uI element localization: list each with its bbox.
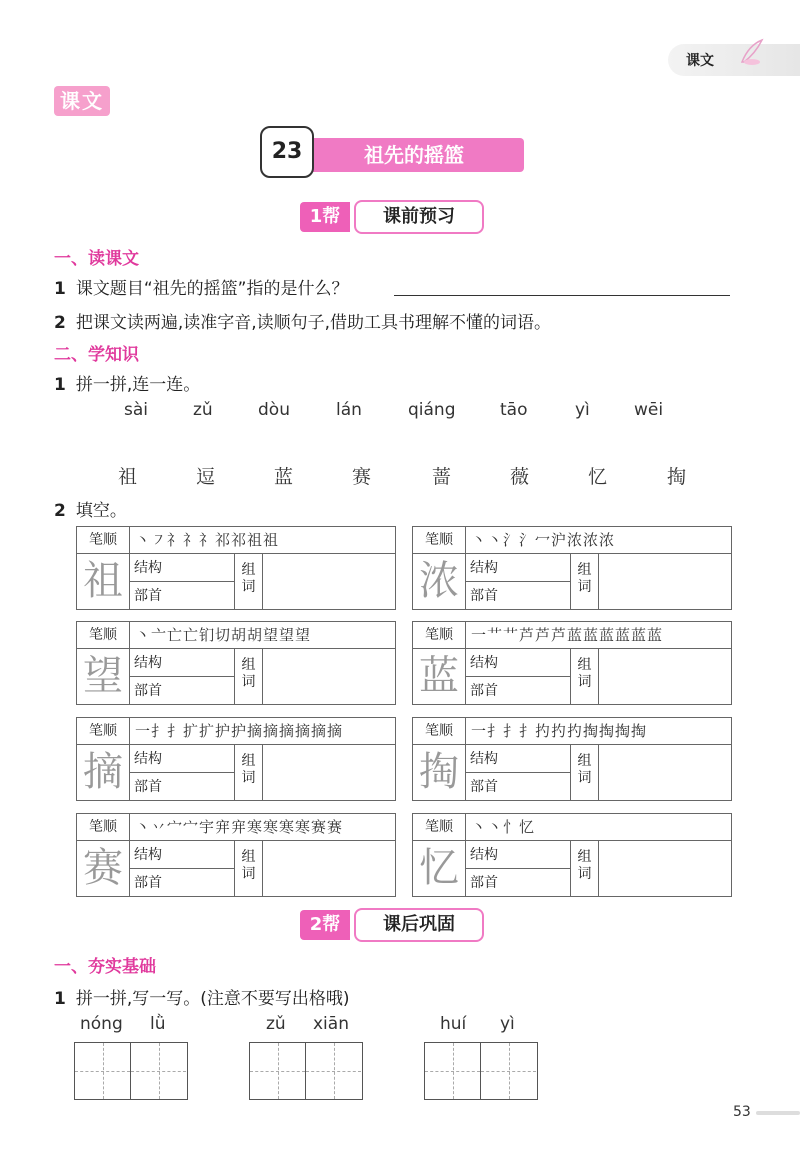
char-card bbox=[412, 813, 732, 897]
question-read-1 bbox=[54, 274, 348, 299]
hanzi-item: 逗 bbox=[196, 466, 216, 488]
word-label: 组词 bbox=[571, 649, 599, 704]
section-1-badge bbox=[300, 202, 490, 232]
stroke-order: 一扌扌扌扚扚扚掏掏掏掏 bbox=[471, 722, 648, 740]
q-text: 把课文读两遍,读准字音,读顺句子,借助工具书理解不懂的词语。 bbox=[75, 313, 552, 333]
hanzi-item: 赛 bbox=[352, 466, 372, 488]
word-label: 组词 bbox=[235, 554, 263, 609]
char-card bbox=[412, 526, 732, 610]
radical-cell[interactable] bbox=[130, 677, 234, 704]
radical-label: 部首 bbox=[470, 588, 498, 604]
radical-cell[interactable] bbox=[466, 869, 570, 896]
pinyin-item: lán bbox=[336, 400, 362, 420]
q-text: 课文题目“祖先的摇篮”指的是什么？ bbox=[75, 279, 349, 299]
stroke-order-label: 笔顺 bbox=[413, 718, 466, 744]
radical-label: 部首 bbox=[470, 875, 498, 891]
word-label: 组词 bbox=[235, 841, 263, 896]
pinyin-item: zǔ bbox=[193, 400, 213, 420]
pinyin-item: zǔ bbox=[266, 1014, 286, 1034]
pinyin-item: huí bbox=[440, 1014, 467, 1034]
writing-grid[interactable] bbox=[74, 1042, 188, 1100]
stroke-order: 一艹艹芦芦芦蓝蓝蓝蓝蓝蓝 bbox=[471, 626, 664, 644]
radical-cell[interactable] bbox=[466, 677, 570, 704]
pinyin-item: qiáng bbox=[408, 400, 456, 420]
stroke-order-label: 笔顺 bbox=[413, 622, 466, 648]
big-char: 掏 bbox=[413, 745, 466, 800]
pinyin-item: lǜ bbox=[150, 1014, 166, 1034]
word-label: 组词 bbox=[235, 745, 263, 800]
radical-cell[interactable] bbox=[130, 773, 234, 800]
page-number-bar bbox=[756, 1111, 800, 1115]
heading-learn: 二、学知识 bbox=[54, 345, 139, 365]
writing-grid[interactable] bbox=[424, 1042, 538, 1100]
hanzi-item: 蔷 bbox=[432, 466, 452, 488]
stroke-order-label: 笔顺 bbox=[77, 814, 130, 840]
heading-read: 一、读课文 bbox=[54, 249, 139, 269]
section-2-num: 2帮 bbox=[300, 910, 350, 940]
question-learn-1 bbox=[54, 370, 200, 395]
lesson-header bbox=[260, 126, 530, 178]
q-text: 拼一拼,连一连。 bbox=[75, 375, 201, 395]
word-label: 组词 bbox=[235, 649, 263, 704]
structure-label: 结构 bbox=[470, 655, 498, 671]
word-label: 组词 bbox=[571, 554, 599, 609]
stroke-order-label: 笔顺 bbox=[413, 814, 466, 840]
heading-consolidate: 一、夯实基础 bbox=[54, 957, 156, 977]
lesson-title: 祖先的摇篮 bbox=[304, 138, 524, 172]
q-text: 拼一拼,写一写。(注意不要写出格哦) bbox=[75, 989, 350, 1009]
section-2-badge bbox=[300, 910, 490, 940]
pinyin-item: xiān bbox=[313, 1014, 349, 1034]
radical-label: 部首 bbox=[470, 683, 498, 699]
pinyin-item: tāo bbox=[500, 400, 528, 420]
structure-cell[interactable] bbox=[466, 745, 570, 773]
structure-cell[interactable] bbox=[130, 745, 234, 773]
pinyin-item: wēi bbox=[634, 400, 664, 420]
quill-pen-icon bbox=[738, 38, 764, 66]
pinyin-item: yì bbox=[575, 400, 590, 420]
q-num: 1 bbox=[54, 279, 66, 299]
radical-label: 部首 bbox=[134, 875, 162, 891]
section-badge: 课文 bbox=[54, 86, 110, 116]
stroke-order-label: 笔顺 bbox=[77, 527, 130, 553]
big-char: 摘 bbox=[77, 745, 130, 800]
lesson-number: 23 bbox=[260, 126, 314, 178]
radical-cell[interactable] bbox=[466, 773, 570, 800]
char-card bbox=[76, 526, 396, 610]
structure-label: 结构 bbox=[470, 847, 498, 863]
structure-label: 结构 bbox=[134, 751, 162, 767]
section-2-title: 课后巩固 bbox=[354, 908, 484, 942]
hanzi-item: 祖 bbox=[118, 466, 138, 488]
structure-cell[interactable] bbox=[130, 554, 234, 582]
big-char: 忆 bbox=[413, 841, 466, 896]
big-char: 浓 bbox=[413, 554, 466, 609]
pinyin-item: yì bbox=[500, 1014, 515, 1034]
structure-cell[interactable] bbox=[466, 841, 570, 869]
radical-label: 部首 bbox=[470, 779, 498, 795]
word-label: 组词 bbox=[571, 841, 599, 896]
q-num: 2 bbox=[54, 313, 66, 333]
structure-cell[interactable] bbox=[466, 554, 570, 582]
big-char: 祖 bbox=[77, 554, 130, 609]
radical-label: 部首 bbox=[134, 683, 162, 699]
big-char: 赛 bbox=[77, 841, 130, 896]
char-card bbox=[412, 717, 732, 801]
section-1-title: 课前预习 bbox=[354, 200, 484, 234]
word-label: 组词 bbox=[571, 745, 599, 800]
big-char: 蓝 bbox=[413, 649, 466, 704]
structure-label: 结构 bbox=[134, 655, 162, 671]
stroke-order: 一扌扌扩扩护护摘摘摘摘摘摘 bbox=[135, 722, 344, 740]
structure-cell[interactable] bbox=[466, 649, 570, 677]
q-text: 填空。 bbox=[75, 501, 127, 521]
pinyin-item: sài bbox=[124, 400, 148, 420]
hanzi-item: 忆 bbox=[588, 466, 608, 488]
char-card bbox=[76, 813, 396, 897]
structure-label: 结构 bbox=[470, 560, 498, 576]
hanzi-item: 薇 bbox=[510, 466, 530, 488]
q-num: 2 bbox=[54, 501, 66, 521]
section-1-num: 1帮 bbox=[300, 202, 350, 232]
pinyin-item: nóng bbox=[80, 1014, 123, 1034]
radical-cell[interactable] bbox=[130, 582, 234, 609]
structure-cell[interactable] bbox=[130, 841, 234, 869]
big-char: 望 bbox=[77, 649, 130, 704]
stroke-order: 丶丶氵氵冖沪浓浓浓 bbox=[471, 531, 616, 549]
q-num: 1 bbox=[54, 375, 66, 395]
char-card bbox=[76, 717, 396, 801]
question-consolidate-1 bbox=[54, 984, 350, 1009]
radical-cell[interactable] bbox=[466, 582, 570, 609]
stroke-order: 丶丶忄忆 bbox=[471, 818, 536, 836]
structure-cell[interactable] bbox=[130, 649, 234, 677]
radical-label: 部首 bbox=[134, 588, 162, 604]
pinyin-item: dòu bbox=[258, 400, 290, 420]
radical-label: 部首 bbox=[134, 779, 162, 795]
structure-label: 结构 bbox=[134, 560, 162, 576]
answer-line[interactable] bbox=[394, 295, 730, 296]
stroke-order: 丶㇇礻礻礻祁祁祖祖 bbox=[135, 531, 280, 549]
page-number: 53 bbox=[733, 1104, 751, 1120]
writing-grid[interactable] bbox=[249, 1042, 363, 1100]
hanzi-item: 蓝 bbox=[274, 466, 294, 488]
hanzi-item: 掏 bbox=[667, 466, 687, 488]
header-tab-label: 课文 bbox=[686, 53, 714, 69]
stroke-order-label: 笔顺 bbox=[413, 527, 466, 553]
question-read-2 bbox=[54, 308, 551, 333]
char-card bbox=[76, 621, 396, 705]
stroke-order-label: 笔顺 bbox=[77, 718, 130, 744]
stroke-order: 丶亠亡亡钔切胡胡望望望 bbox=[135, 626, 312, 644]
header-tab bbox=[668, 44, 800, 76]
q-num: 1 bbox=[54, 989, 66, 1009]
radical-cell[interactable] bbox=[130, 869, 234, 896]
stroke-order: 丶丷宀宀宇宑宑寒寒寒寒赛赛 bbox=[135, 818, 344, 836]
structure-label: 结构 bbox=[134, 847, 162, 863]
question-learn-2 bbox=[54, 496, 127, 521]
structure-label: 结构 bbox=[470, 751, 498, 767]
char-card bbox=[412, 621, 732, 705]
stroke-order-label: 笔顺 bbox=[77, 622, 130, 648]
